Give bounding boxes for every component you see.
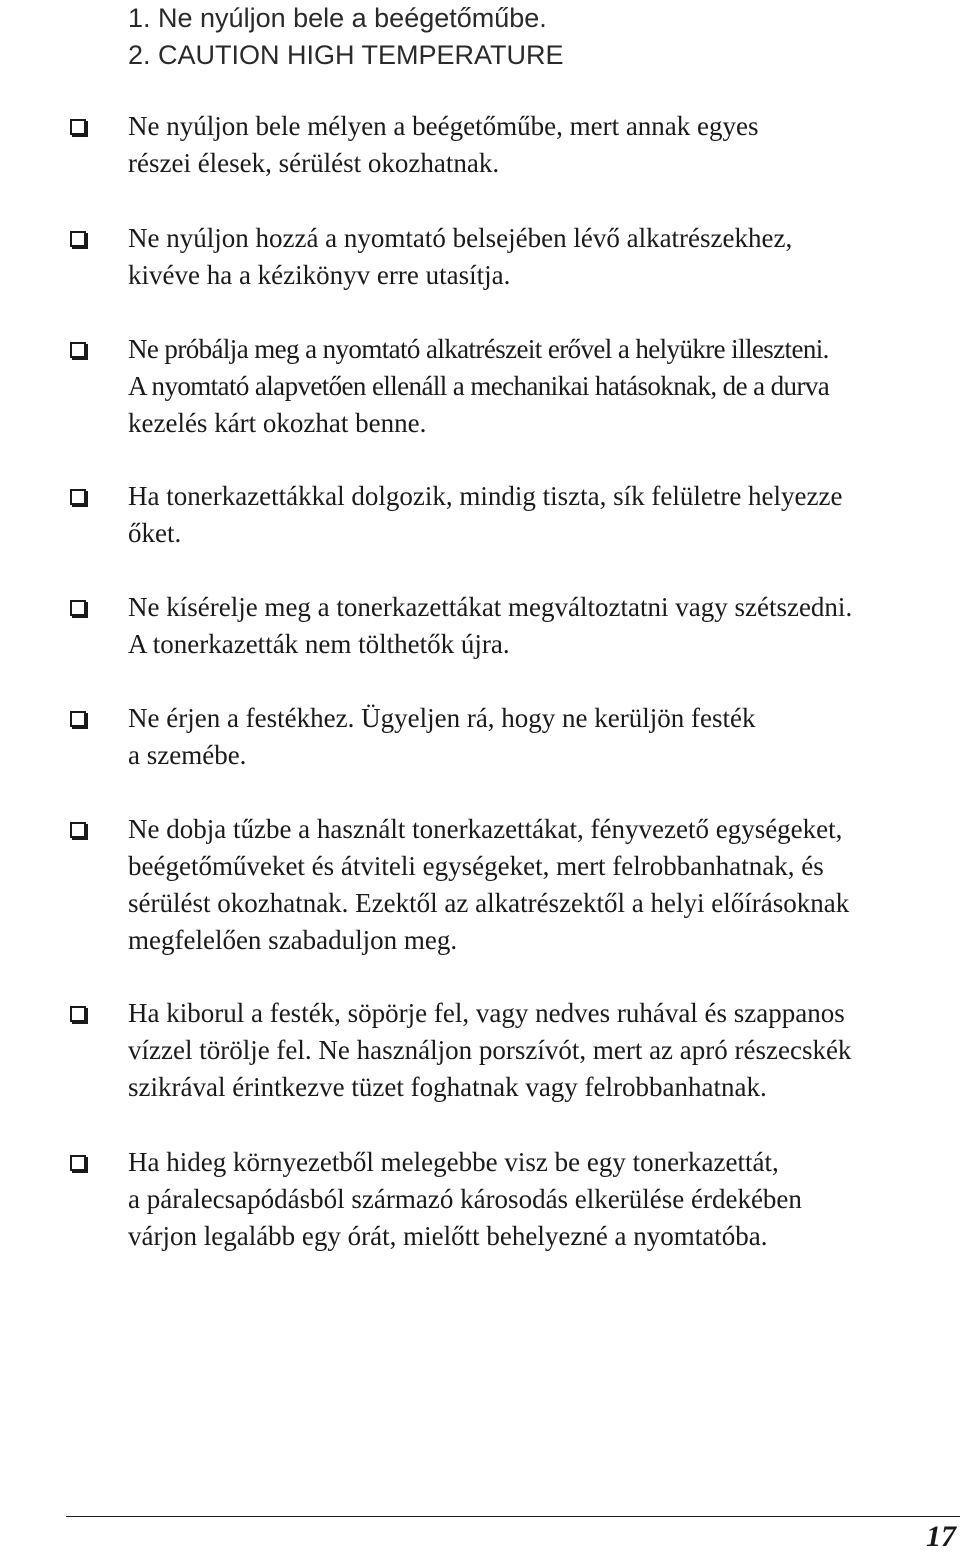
- bullet-line: Ne kísérelje meg a tonerkazettákat megváltoztatni vagy szétszedni.: [128, 592, 853, 622]
- bullet-text: [128, 108, 954, 182]
- numbered-item-2: 2. CAUTION HIGH TEMPERATURE: [128, 40, 564, 70]
- bullet-line: Ne próbálja meg a nyomtató alkatrészeit erővel a helyükre illeszteni.: [128, 334, 829, 364]
- bullet-line: Ha hideg környezetből melegebbe visz be egy tonerkazettát,: [128, 1147, 779, 1177]
- bullet-text: [128, 220, 954, 294]
- bullet-line: A nyomtató alapvetően ellenáll a mechanikai hatásoknak, de a durva: [128, 371, 830, 401]
- checkbox-bullet-icon: [70, 489, 86, 505]
- bullet-text: [128, 1144, 954, 1255]
- numbered-item-1: 1. Ne nyúljon bele a beégetőműbe.: [128, 3, 547, 33]
- bullet-line: őket.: [128, 518, 182, 548]
- checkbox-bullet-icon: [70, 231, 86, 247]
- bullet-text: [128, 995, 954, 1106]
- bullet-line: várjon legalább egy órát, mielőtt behelyezné a nyomtatóba.: [128, 1221, 768, 1251]
- bullet-text: [128, 331, 954, 442]
- bullet-line: Ha kiborul a festék, söpörje fel, vagy nedves ruhával és szappanos: [128, 998, 845, 1028]
- bullet-line: kivéve ha a kézikönyv erre utasítja.: [128, 260, 511, 290]
- bullet-line: a szemébe.: [128, 740, 247, 770]
- bullet-line: vízzel törölje fel. Ne használjon porszívót, mert az apró részecskék: [128, 1035, 852, 1065]
- numbered-list: [128, 0, 564, 74]
- bullet-line: kezelés kárt okozhat benne.: [128, 408, 427, 438]
- checkbox-bullet-icon: [70, 600, 86, 616]
- checkbox-bullet-icon: [70, 119, 86, 135]
- bullet-line: Ha tonerkazettákkal dolgozik, mindig tiszta, sík felületre helyezze: [128, 481, 843, 511]
- checkbox-bullet-icon: [70, 1155, 86, 1171]
- bullet-line: Ne dobja tűzbe a használt tonerkazettákat, fényvezető egységeket,: [128, 814, 843, 844]
- bullet-text: [128, 478, 954, 552]
- bullet-line: A tonerkazetták nem tölthetők újra.: [128, 629, 510, 659]
- bullet-line: Ne érjen a festékhez. Ügyeljen rá, hogy ne kerüljön festék: [128, 703, 756, 733]
- bullet-line: részei élesek, sérülést okozhatnak.: [128, 148, 500, 178]
- bullet-line: szikrával érintkezve tüzet foghatnak vagy felrobbanhatnak.: [128, 1072, 767, 1102]
- bullet-text: [128, 700, 954, 774]
- checkbox-bullet-icon: [70, 711, 86, 727]
- page-number: 17: [926, 1520, 956, 1553]
- bullet-text: [128, 811, 954, 959]
- bullet-line: a páralecsapódásból származó károsodás elkerülése érdekében: [128, 1184, 802, 1214]
- footer-divider: [66, 1516, 960, 1517]
- bullet-line: Ne nyúljon bele mélyen a beégetőműbe, mert annak egyes: [128, 111, 759, 141]
- bullet-line: sérülést okozhatnak. Ezektől az alkatrészektől a helyi előírásoknak: [128, 888, 850, 918]
- bullet-line: beégetőműveket és átviteli egységeket, mert felrobbanhatnak, és: [128, 851, 824, 881]
- checkbox-bullet-icon: [70, 822, 86, 838]
- bullet-text: [128, 589, 954, 663]
- bullet-line: megfelelően szabaduljon meg.: [128, 925, 458, 955]
- checkbox-bullet-icon: [70, 1006, 86, 1022]
- bullet-line: Ne nyúljon hozzá a nyomtató belsejében lévő alkatrészekhez,: [128, 223, 793, 253]
- checkbox-bullet-icon: [70, 342, 86, 358]
